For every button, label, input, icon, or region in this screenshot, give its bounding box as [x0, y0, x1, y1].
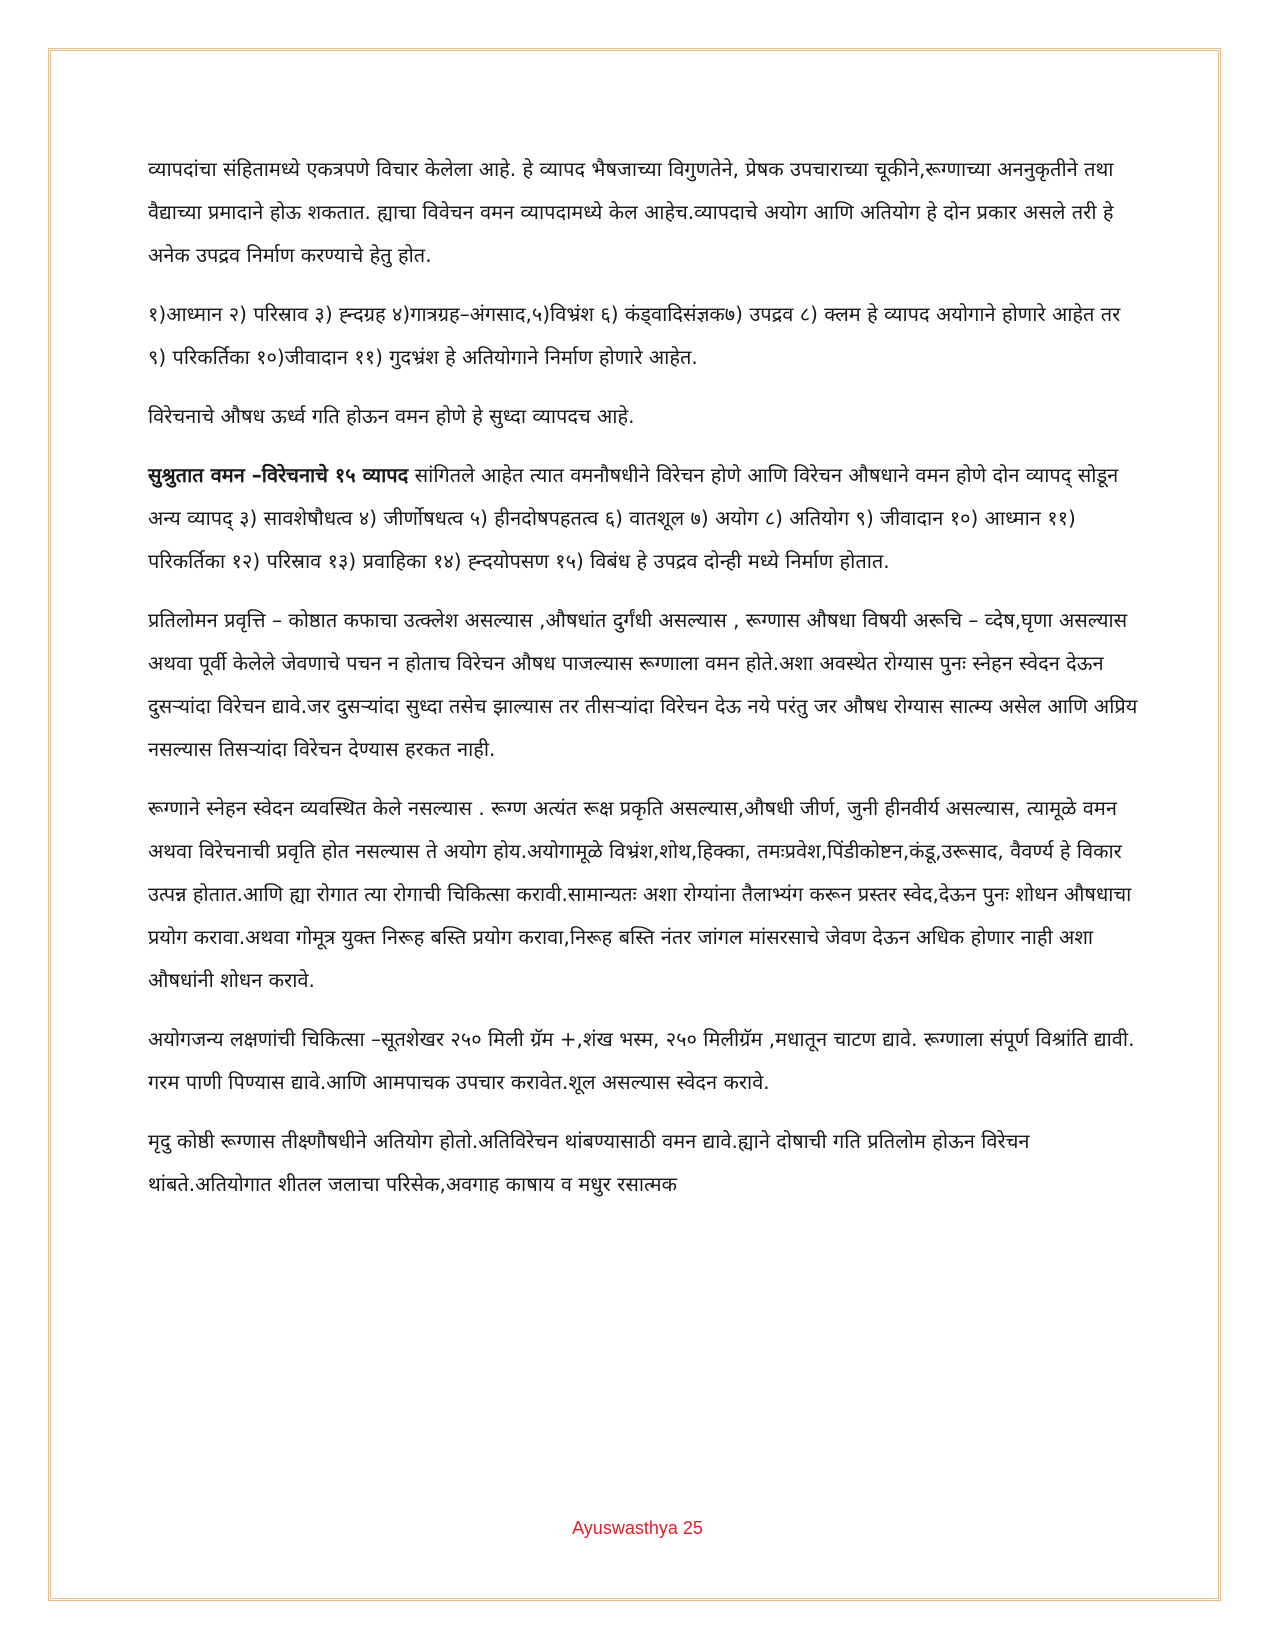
- paragraph-5: [148, 599, 1138, 771]
- paragraph-1: [148, 148, 1138, 277]
- paragraph-8-text: मृदु कोष्ठी रूग्णास तीक्ष्णौषधीने अतियोग होतो.अतिविरेचन थांबण्यासाठी वमन द्यावे.ह्याने दोषाची गति प्रतिलोम होऊन विरेचन थांबते.अतियोगात शीतल जलाचा परिसेक,अवगाह काषाय व मधुर रसात्मक: [148, 1129, 1030, 1196]
- paragraph-2-text: १)आध्मान २) परिस्राव ३) ह्न्दग्रह ४)गात्रग्रह–अंगसाद,५)विभ्रंश ६) कंड्वादिसंज्ञक७) उपद्रव ८) क्लम हे व्यापद अयोगाने होणारे आहेत तर ९) परिकर्तिका १०)जीवादान ११) गुदभ्रंश हे अतियोगाने निर्माण होणारे आहेत.: [148, 302, 1121, 369]
- document-body: [148, 148, 1138, 1222]
- page-footer: Ayuswasthya 25: [572, 1518, 703, 1538]
- paragraph-3: [148, 395, 1138, 438]
- paragraph-3-text: विरेचनाचे औषध ऊर्ध्व गति होऊन वमन होणे हे सुध्दा व्यापदच आहे.: [148, 404, 635, 428]
- paragraph-1-text: व्यापदांचा संहितामध्ये एकत्रपणे विचार केलेला आहे. हे व्यापद भैषजाच्या विगुणतेने, प्रेषक उपचाराच्या चूकीने,रूग्णाच्या अननुकृतीने तथा वैद्याच्या प्रमादाने होऊ शकतात. ह्याचा विवेचन वमन व्यापदामध्ये केल आहेच.व्यापदाचे अयोग आणि अतियोग हे दोन प्रकार असले तरी हे अनेक उपद्रव निर्माण करण्याचे हेतु होत.: [148, 157, 1114, 267]
- paragraph-7-text: अयोगजन्य लक्षणांची चिकित्सा –सूतशेखर २५० मिली ग्रॅम +,शंख भस्म, २५० मिलीग्रॅम ,मधातून चाटण द्यावे. रूग्णाला संपूर्ण विश्रांति द्यावी. गरम पाणी पिण्यास द्यावे.आणि आमपाचक उपचार करावेत.शूल असल्यास स्वेदन करावे.: [148, 1027, 1135, 1094]
- paragraph-6-text: रूग्णाने स्नेहन स्वेदन व्यवस्थित केले नसल्यास . रूग्ण अत्यंत रूक्ष प्रकृति असल्यास,औषधी जीर्ण, जुनी हीनवीर्य असल्यास, त्यामूळे वमन अथवा विरेचनाची प्रवृति होत नसल्यास ते अयोग होय.अयोगामूळे विभ्रंश,शोथ,हिक्का, तमःप्रवेश,पिंडीकोष्टन,कंडू,उरूसाद, वैवर्ण्य हे विकार उत्पन्न होतात.आणि ह्या रोगात त्या रोगाची चिकित्सा करावी.सामान्यतः अशा रोग्यांना तैलाभ्यंग करून प्रस्तर स्वेद,देऊन पुनः शोधन औषधाचा प्रयोग करावा.अथवा गोमूत्र युक्त निरूह बस्ति प्रयोग करावा,निरूह बस्ति नंतर जांगल मांसरसाचे जेवण देऊन अधिक होणार नाही अशा औषधांनी शोधन करावे.: [148, 796, 1132, 992]
- paragraph-8: [148, 1120, 1138, 1206]
- paragraph-5-text: प्रतिलोमन प्रवृत्ति – कोष्ठात कफाचा उत्क्लेश असल्यास ,औषधांत दुर्गंधी असल्यास , रूग्णास औषधा विषयी अरूचि – व्देष,घृणा असल्यास अथवा पूर्वी केलेले जेवणाचे पचन न होताच विरेचन औषध पाजल्यास रूग्णाला वमन होते.अशा अवस्थेत रोग्यास पुनः स्नेहन स्वेदन देऊन दुसऱ्यांदा विरेचन द्यावे.जर दुसऱ्यांदा सुध्दा तसेच झाल्यास तर तीसऱ्यांदा विरेचन देऊ नये परंतु जर औषध रोग्यास सात्म्य असेल आणि अप्रिय नसल्यास तिसऱ्यांदा विरेचन देण्यास हरकत नाही.: [148, 608, 1138, 761]
- paragraph-2: [148, 293, 1138, 379]
- paragraph-4-text: सांगितले आहेत त्यात वमनौषधीने विरेचन होणे आणि विरेचन औषधाने वमन होणे दोन व्यापद् सोडून अन्य व्यापद् ३) सावशेषौधत्व ४) जीर्णोषधत्व ५) हीनदोषपहतत्व ६) वातशूल ७) अयोग ८) अतियोग ९) जीवादान १०) आध्मान ११) परिकर्तिका १२) परिस्राव १३) प्रवाहिका १४) ह्न्दयोपसण १५) विबंध हे उपद्रव दोन्ही मध्ये निर्माण होतात.: [148, 463, 1119, 573]
- paragraph-6: [148, 787, 1138, 1002]
- paragraph-7: [148, 1018, 1138, 1104]
- paragraph-4-bold: सुश्रुतात वमन –विरेचनाचे १५ व्यापद: [148, 463, 409, 487]
- paragraph-4: [148, 454, 1138, 583]
